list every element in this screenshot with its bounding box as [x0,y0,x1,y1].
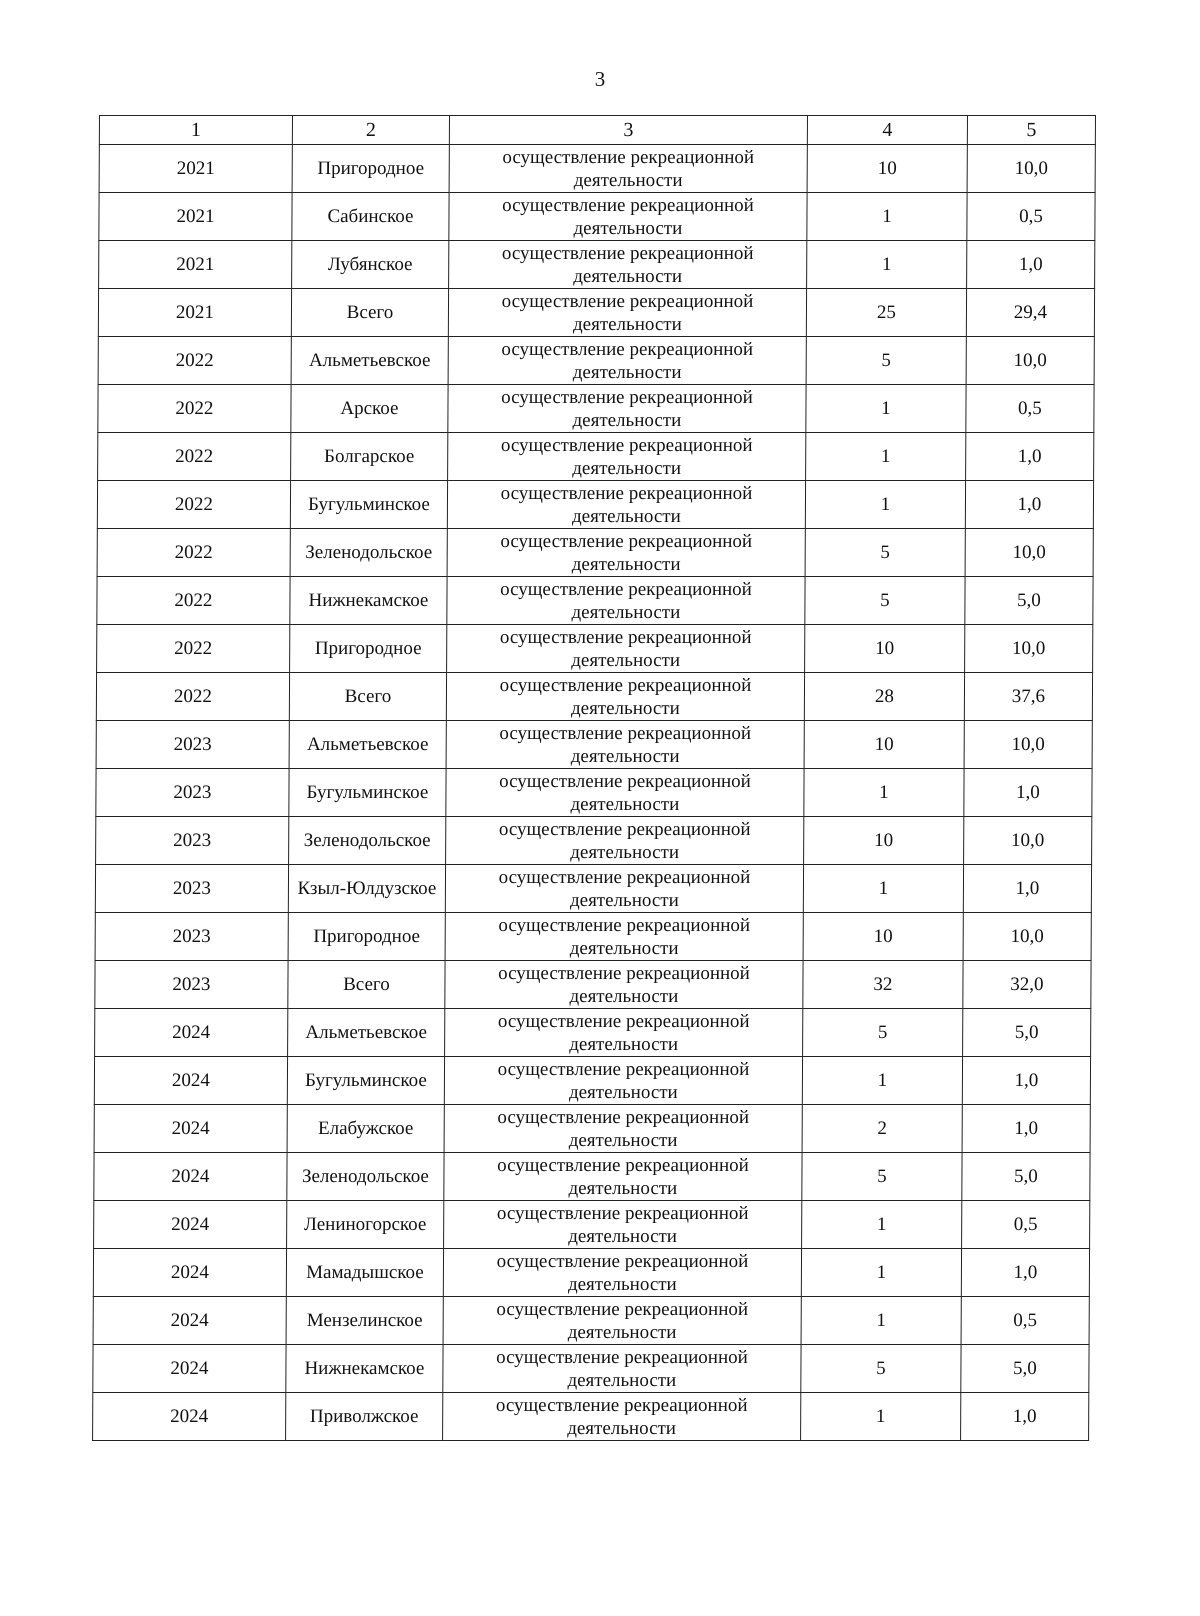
count-cell: 10 [803,913,963,961]
area-cell: 5,0 [961,1345,1089,1393]
district-cell: Елабужское [287,1105,444,1153]
activity-cell: осуществление рекреационной деятельности [444,1057,802,1105]
count-cell: 1 [806,385,966,433]
table-row [98,433,1094,481]
activity-cell: осуществление рекреационной деятельности [447,481,805,529]
count-cell: 1 [801,1297,961,1345]
year-cell: 2023 [95,913,288,961]
year-cell: 2021 [99,241,292,289]
area-cell: 10,0 [964,721,1092,769]
year-cell: 2023 [95,961,288,1009]
activity-cell: осуществление рекреационной деятельности [446,769,804,817]
year-cell: 2024 [94,1057,287,1105]
activity-cell: осуществление рекреационной деятельности [445,913,803,961]
count-cell: 1 [804,769,964,817]
activity-cell: осуществление рекреационной деятельности [444,1105,802,1153]
table-row [96,817,1092,865]
district-cell: Пригородное [288,913,445,961]
year-cell: 2023 [96,769,289,817]
area-cell: 1,0 [967,241,1095,289]
table-row [94,1201,1090,1249]
year-cell: 2022 [98,337,291,385]
area-cell: 10,0 [965,529,1093,577]
count-cell: 32 [803,961,963,1009]
table-row [99,193,1095,241]
area-cell: 1,0 [965,481,1093,529]
count-cell: 1 [807,193,967,241]
activity-cell: осуществление рекреационной деятельности [447,577,805,625]
header-cell-col2: 2 [292,116,449,145]
count-cell: 2 [802,1105,962,1153]
district-cell: Всего [289,673,446,721]
activity-cell: осуществление рекреационной деятельности [448,337,806,385]
area-cell: 0,5 [962,1201,1090,1249]
table-row [93,1249,1089,1297]
count-cell: 1 [801,1249,961,1297]
activity-cell: осуществление рекреационной деятельности [444,1153,802,1201]
activity-cell: осуществление рекреационной деятельности [446,673,804,721]
activity-cell: осуществление рекреационной деятельности [443,1393,801,1441]
area-cell: 29,4 [966,289,1094,337]
district-cell: Всего [288,961,445,1009]
year-cell: 2024 [94,1153,287,1201]
count-cell: 5 [805,577,965,625]
activity-cell: осуществление рекреационной деятельности [443,1345,801,1393]
area-cell: 37,6 [964,673,1092,721]
activity-cell: осуществление рекреационной деятельности [448,433,806,481]
year-cell: 2021 [99,193,292,241]
area-cell: 1,0 [961,1393,1089,1441]
area-cell: 32,0 [963,961,1091,1009]
table-row [95,1009,1091,1057]
district-cell: Альметьевское [289,721,446,769]
data-table [92,115,1096,1441]
district-cell: Альметьевское [291,337,448,385]
district-cell: Лениногорское [287,1201,444,1249]
table-row [98,289,1094,337]
activity-cell: осуществление рекреационной деятельности [447,625,805,673]
header-cell-col3: 3 [449,116,807,145]
district-cell: Болгарское [291,433,448,481]
table-header [99,116,1095,145]
area-cell: 1,0 [964,769,1092,817]
district-cell: Зеленодольское [289,817,446,865]
district-cell: Всего [291,289,448,337]
activity-cell: осуществление рекреационной деятельности [446,721,804,769]
district-cell: Бугульминское [287,1057,444,1105]
area-cell: 1,0 [963,865,1091,913]
page-number: 3 [594,67,606,91]
table-row [98,385,1094,433]
count-cell: 5 [802,1153,962,1201]
table-row [99,145,1095,193]
table-row [93,1297,1089,1345]
header-cell-col4: 4 [807,116,967,145]
year-cell: 2021 [99,145,292,193]
table-body [93,145,1096,1441]
area-cell: 0,5 [961,1297,1089,1345]
count-cell: 5 [801,1345,961,1393]
table-row [97,577,1093,625]
activity-cell: осуществление рекреационной деятельности [448,289,806,337]
activity-cell: осуществление рекреационной деятельности [445,961,803,1009]
count-cell: 1 [802,1201,962,1249]
table-row [97,529,1093,577]
district-cell: Нижнекамское [290,577,447,625]
area-cell: 10,0 [966,337,1094,385]
header-row [99,116,1095,145]
activity-cell: осуществление рекреационной деятельности [449,145,807,193]
district-cell: Арское [291,385,448,433]
area-cell: 10,0 [964,817,1092,865]
year-cell: 2023 [95,865,288,913]
count-cell: 25 [806,289,966,337]
table-row [94,1057,1090,1105]
count-cell: 1 [805,481,965,529]
area-cell: 5,0 [962,1153,1090,1201]
district-cell: Бугульминское [289,769,446,817]
activity-cell: осуществление рекреационной деятельности [443,1249,801,1297]
area-cell: 5,0 [965,577,1093,625]
count-cell: 5 [805,529,965,577]
district-cell: Лубянское [292,241,449,289]
area-cell: 10,0 [963,913,1091,961]
table-row [97,625,1093,673]
district-cell: Альметьевское [288,1009,445,1057]
area-cell: 1,0 [966,433,1094,481]
count-cell: 10 [805,625,965,673]
table-row [94,1153,1090,1201]
year-cell: 2024 [94,1105,287,1153]
year-cell: 2022 [98,385,291,433]
year-cell: 2024 [95,1009,288,1057]
year-cell: 2022 [97,577,290,625]
count-cell: 5 [803,1009,963,1057]
activity-cell: осуществление рекреационной деятельности [449,241,807,289]
activity-cell: осуществление рекреационной деятельности [444,1201,802,1249]
count-cell: 10 [807,145,967,193]
year-cell: 2024 [93,1345,286,1393]
activity-cell: осуществление рекреационной деятельности [445,865,803,913]
year-cell: 2022 [97,529,290,577]
district-cell: Зеленодольское [287,1153,444,1201]
district-cell: Кзыл-Юлдузское [288,865,445,913]
year-cell: 2024 [93,1297,286,1345]
table-row [95,961,1091,1009]
table-row [93,1393,1089,1441]
district-cell: Пригородное [290,625,447,673]
year-cell: 2021 [98,289,291,337]
year-cell: 2022 [98,433,291,481]
area-cell: 1,0 [962,1057,1090,1105]
table-row [97,481,1093,529]
year-cell: 2022 [96,673,289,721]
count-cell: 1 [802,1057,962,1105]
activity-cell: осуществление рекреационной деятельности [447,529,805,577]
area-cell: 5,0 [963,1009,1091,1057]
count-cell: 1 [801,1393,961,1441]
year-cell: 2024 [94,1201,287,1249]
district-cell: Приволжское [286,1393,443,1441]
table-row [98,337,1094,385]
area-cell: 0,5 [967,193,1095,241]
activity-cell: осуществление рекреационной деятельности [448,385,806,433]
table-row [93,1345,1089,1393]
table-row [95,913,1091,961]
district-cell: Бугульминское [290,481,447,529]
year-cell: 2023 [96,817,289,865]
table-row [96,721,1092,769]
activity-cell: осуществление рекреационной деятельности [443,1297,801,1345]
count-cell: 1 [807,241,967,289]
district-cell: Сабинское [292,193,449,241]
area-cell: 10,0 [965,625,1093,673]
count-cell: 1 [806,433,966,481]
year-cell: 2023 [96,721,289,769]
year-cell: 2024 [93,1249,286,1297]
district-cell: Пригородное [292,145,449,193]
area-cell: 10,0 [967,145,1095,193]
count-cell: 5 [806,337,966,385]
district-cell: Зеленодольское [290,529,447,577]
table-row [95,865,1091,913]
district-cell: Мамадышское [286,1249,443,1297]
table-row [96,769,1092,817]
count-cell: 10 [804,817,964,865]
table-row [96,673,1092,721]
area-cell: 1,0 [962,1105,1090,1153]
count-cell: 10 [804,721,964,769]
header-cell-col1: 1 [99,116,292,145]
district-cell: Мензелинское [286,1297,443,1345]
year-cell: 2024 [93,1393,286,1441]
area-cell: 1,0 [961,1249,1089,1297]
activity-cell: осуществление рекреационной деятельности [449,193,807,241]
count-cell: 28 [804,673,964,721]
header-cell-col5: 5 [967,116,1095,145]
district-cell: Нижнекамское [286,1345,443,1393]
table-row [99,241,1095,289]
count-cell: 1 [803,865,963,913]
activity-cell: осуществление рекреационной деятельности [446,817,804,865]
table-row [94,1105,1090,1153]
year-cell: 2022 [97,481,290,529]
year-cell: 2022 [97,625,290,673]
area-cell: 0,5 [966,385,1094,433]
activity-cell: осуществление рекреационной деятельности [445,1009,803,1057]
